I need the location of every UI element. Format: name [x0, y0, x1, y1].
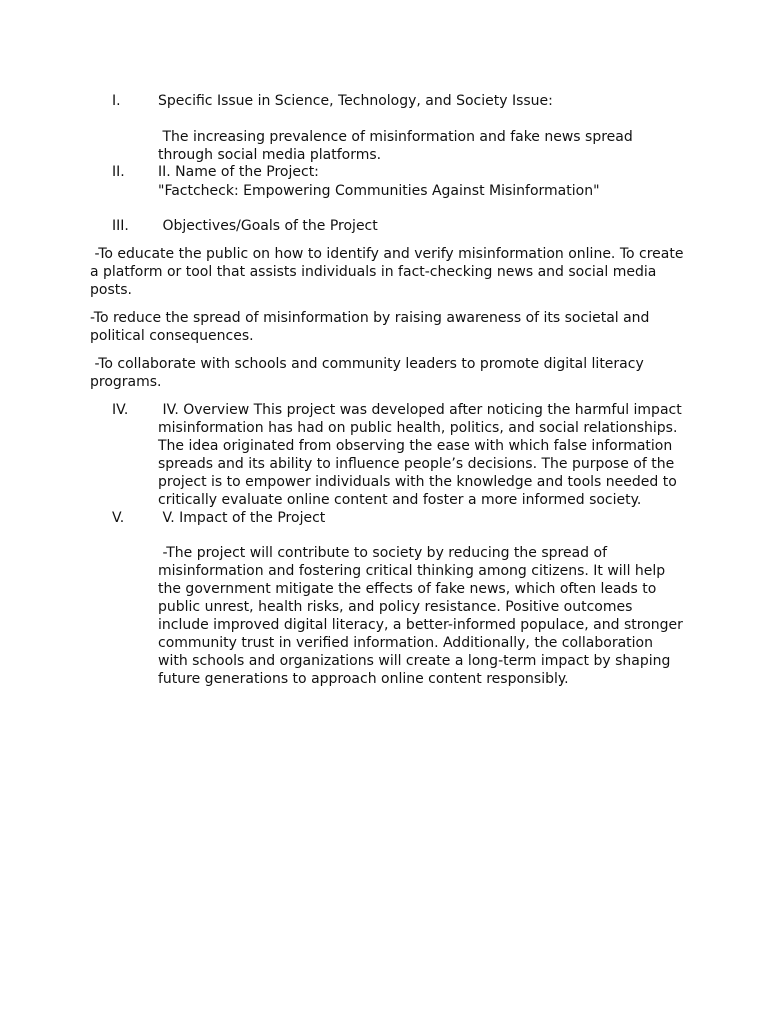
section-5-body-line: community trust in verified information. Additionally, the collaboration	[158, 635, 653, 651]
section-4-numeral: IV.	[112, 402, 129, 418]
objective-2-line: -To reduce the spread of misinformation by raising awareness of its societal and	[90, 310, 650, 326]
section-5-body-line: -The project will contribute to society by reducing the spread of	[158, 545, 608, 561]
objective-1-line: a platform or tool that assists individuals in fact-checking news and social media	[90, 264, 657, 280]
section-1-body-line: The increasing prevalence of misinformation and fake news spread	[158, 129, 633, 145]
objective-3-line: programs.	[90, 374, 162, 390]
section-3-numeral: III.	[112, 218, 129, 234]
section-3-heading: Objectives/Goals of the Project	[158, 218, 378, 234]
section-5-body-line: include improved digital literacy, a better-informed populace, and stronger	[158, 617, 683, 633]
section-5-heading: V. Impact of the Project	[158, 510, 326, 526]
section-5-body-line: misinformation and fostering critical thinking among citizens. It will help	[158, 563, 666, 579]
section-5-body-line: future generations to approach online content responsibly.	[158, 671, 569, 687]
section-1-body-line: through social media platforms.	[158, 147, 382, 163]
section-5-numeral: V.	[112, 510, 125, 526]
objective-2-line: political consequences.	[90, 328, 254, 344]
section-4-body-line: The idea originated from observing the ease with which false information	[158, 438, 673, 454]
section-4-body-line: project is to empower individuals with the knowledge and tools needed to	[158, 474, 677, 490]
section-5-body-line: public unrest, health risks, and policy resistance. Positive outcomes	[158, 599, 633, 615]
objective-1-line: posts.	[90, 282, 132, 298]
section-5-body-line: the government mitigate the effects of fake news, which often leads to	[158, 581, 657, 597]
objective-1-line: -To educate the public on how to identify and verify misinformation online. To create	[90, 246, 684, 262]
section-4-body-line: misinformation has had on public health, politics, and social relationships.	[158, 420, 678, 436]
objective-3-line: -To collaborate with schools and community leaders to promote digital literacy	[90, 356, 644, 372]
section-4-body-line: critically evaluate online content and foster a more informed society.	[158, 492, 642, 508]
section-4-body-line: spreads and its ability to influence people’s decisions. The purpose of the	[158, 456, 675, 472]
section-1-heading: Specific Issue in Science, Technology, and Society Issue:	[158, 93, 553, 109]
section-1-numeral: I.	[112, 93, 121, 109]
section-5-body-line: with schools and organizations will create a long-term impact by shaping	[158, 653, 671, 669]
section-4-body-line: IV. Overview This project was developed after noticing the harmful impact	[158, 402, 682, 418]
section-2-numeral: II.	[112, 164, 125, 180]
section-2-heading: II. Name of the Project:	[158, 164, 319, 180]
project-title: "Factcheck: Empowering Communities Against Misinformation"	[158, 183, 600, 199]
